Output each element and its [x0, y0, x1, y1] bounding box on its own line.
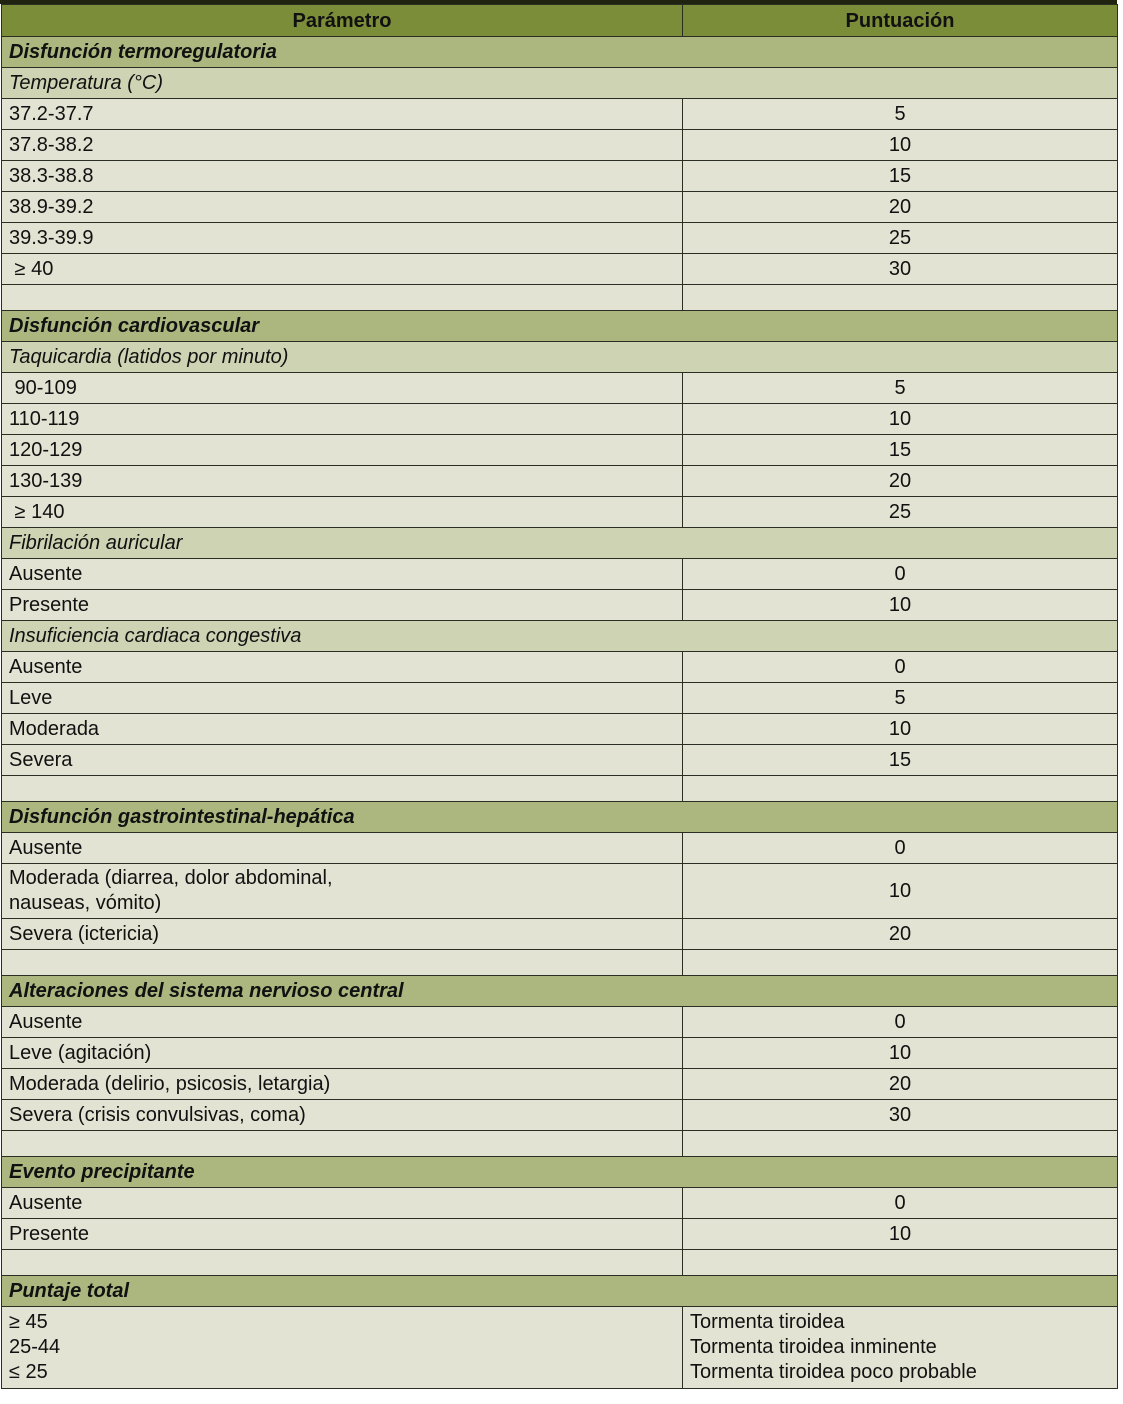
table-row — [2, 404, 1118, 435]
row-label: Ausente — [2, 1007, 683, 1038]
table-row — [2, 223, 1118, 254]
table-row — [2, 466, 1118, 497]
table-row — [2, 559, 1118, 590]
table-row — [2, 254, 1118, 285]
table-row — [2, 714, 1118, 745]
row-label: 90-109 — [2, 373, 683, 404]
table-row — [2, 192, 1118, 223]
table-row — [2, 919, 1118, 950]
row-score: 5 — [683, 683, 1118, 714]
category-title: Disfunción cardiovascular — [2, 311, 1118, 342]
row-label: Ausente — [2, 559, 683, 590]
category-title: Evento precipitante — [2, 1157, 1118, 1188]
row-label: 38.3-38.8 — [2, 161, 683, 192]
row-score: 30 — [683, 254, 1118, 285]
subcategory-title: Taquicardia (latidos por minuto) — [2, 342, 1118, 373]
table-row — [2, 1069, 1118, 1100]
row-score: 15 — [683, 161, 1118, 192]
row-label: 37.2-37.7 — [2, 99, 683, 130]
total-row — [2, 1307, 1118, 1389]
row-score: 20 — [683, 1069, 1118, 1100]
row-label: ≥ 40 — [2, 254, 683, 285]
table-row — [2, 1007, 1118, 1038]
header-puntuacion: Puntuación — [683, 5, 1118, 37]
spacer-row — [2, 1250, 1118, 1276]
row-score: 0 — [683, 652, 1118, 683]
row-label: Moderada — [2, 714, 683, 745]
table-row — [2, 130, 1118, 161]
row-label: Ausente — [2, 833, 683, 864]
table-row — [2, 864, 1118, 919]
row-label: 110-119 — [2, 404, 683, 435]
row-score: 10 — [683, 1038, 1118, 1069]
total-range: ≥ 45 — [9, 1311, 48, 1333]
category-row — [2, 37, 1118, 68]
category-row — [2, 1157, 1118, 1188]
row-label: Moderada (delirio, psicosis, letargia) — [2, 1069, 683, 1100]
row-label: 130-139 — [2, 466, 683, 497]
row-score: 10 — [683, 1219, 1118, 1250]
row-label: 37.8-38.2 — [2, 130, 683, 161]
subcategory-row — [2, 528, 1118, 559]
subcategory-title: Temperatura (°C) — [2, 68, 1118, 99]
category-row — [2, 311, 1118, 342]
row-label: 120-129 — [2, 435, 683, 466]
row-label: 39.3-39.9 — [2, 223, 683, 254]
table-row — [2, 745, 1118, 776]
category-title: Disfunción termoregulatoria — [2, 37, 1118, 68]
table-row — [2, 683, 1118, 714]
row-label: Leve (agitación) — [2, 1038, 683, 1069]
row-score: 10 — [683, 864, 1118, 919]
spacer-row — [2, 285, 1118, 311]
row-score: 15 — [683, 435, 1118, 466]
category-title: Disfunción gastrointestinal-hepática — [2, 802, 1118, 833]
row-score: 5 — [683, 373, 1118, 404]
table-row — [2, 1038, 1118, 1069]
header-row — [2, 5, 1118, 37]
row-label: Presente — [2, 1219, 683, 1250]
row-score: 0 — [683, 1188, 1118, 1219]
row-label: Severa (crisis convulsivas, coma) — [2, 1100, 683, 1131]
total-result: Tormenta tiroidea inminente — [690, 1336, 937, 1358]
subcategory-row — [2, 342, 1118, 373]
subcategory-row — [2, 621, 1118, 652]
table-row — [2, 590, 1118, 621]
table-row — [2, 435, 1118, 466]
total-result: Tormenta tiroidea — [690, 1311, 845, 1333]
total-range: 25-44 — [9, 1336, 61, 1358]
row-label: Severa — [2, 745, 683, 776]
row-score: 20 — [683, 919, 1118, 950]
category-row — [2, 1276, 1118, 1307]
subcategory-title: Insuficiencia cardiaca congestiva — [2, 621, 1118, 652]
row-label-line-1: Moderada (diarrea, dolor abdominal, — [9, 867, 333, 889]
row-label-line-2: nauseas, vómito) — [9, 892, 162, 914]
row-score: 30 — [683, 1100, 1118, 1131]
table-row — [2, 99, 1118, 130]
row-label — [2, 864, 683, 919]
category-row — [2, 976, 1118, 1007]
spacer-row — [2, 1131, 1118, 1157]
row-score: 20 — [683, 466, 1118, 497]
table-row — [2, 1100, 1118, 1131]
row-score: 10 — [683, 714, 1118, 745]
row-score: 10 — [683, 130, 1118, 161]
row-score: 0 — [683, 559, 1118, 590]
row-label: Severa (ictericia) — [2, 919, 683, 950]
row-score: 20 — [683, 192, 1118, 223]
table-row — [2, 1219, 1118, 1250]
total-ranges — [2, 1307, 683, 1389]
row-score: 5 — [683, 99, 1118, 130]
row-label: Ausente — [2, 1188, 683, 1219]
row-label: ≥ 140 — [2, 497, 683, 528]
subcategory-row — [2, 68, 1118, 99]
row-score: 0 — [683, 1007, 1118, 1038]
header-parametro: Parámetro — [2, 5, 683, 37]
total-results — [683, 1307, 1118, 1389]
table-row — [2, 497, 1118, 528]
row-score: 10 — [683, 590, 1118, 621]
row-score: 25 — [683, 223, 1118, 254]
row-label: Presente — [2, 590, 683, 621]
spacer-row — [2, 950, 1118, 976]
row-score: 0 — [683, 833, 1118, 864]
table-row — [2, 652, 1118, 683]
table-row — [2, 1188, 1118, 1219]
row-score: 10 — [683, 404, 1118, 435]
table-row — [2, 161, 1118, 192]
table-row — [2, 373, 1118, 404]
row-label: Leve — [2, 683, 683, 714]
total-range: ≤ 25 — [9, 1361, 48, 1383]
row-score: 25 — [683, 497, 1118, 528]
category-row — [2, 802, 1118, 833]
row-label: 38.9-39.2 — [2, 192, 683, 223]
spacer-row — [2, 776, 1118, 802]
thyroid-storm-score-table — [1, 4, 1118, 1389]
table-row — [2, 833, 1118, 864]
total-result: Tormenta tiroidea poco probable — [690, 1361, 977, 1383]
row-label: Ausente — [2, 652, 683, 683]
subcategory-title: Fibrilación auricular — [2, 528, 1118, 559]
category-title: Alteraciones del sistema nervioso central — [2, 976, 1118, 1007]
row-score: 15 — [683, 745, 1118, 776]
category-title: Puntaje total — [2, 1276, 1118, 1307]
